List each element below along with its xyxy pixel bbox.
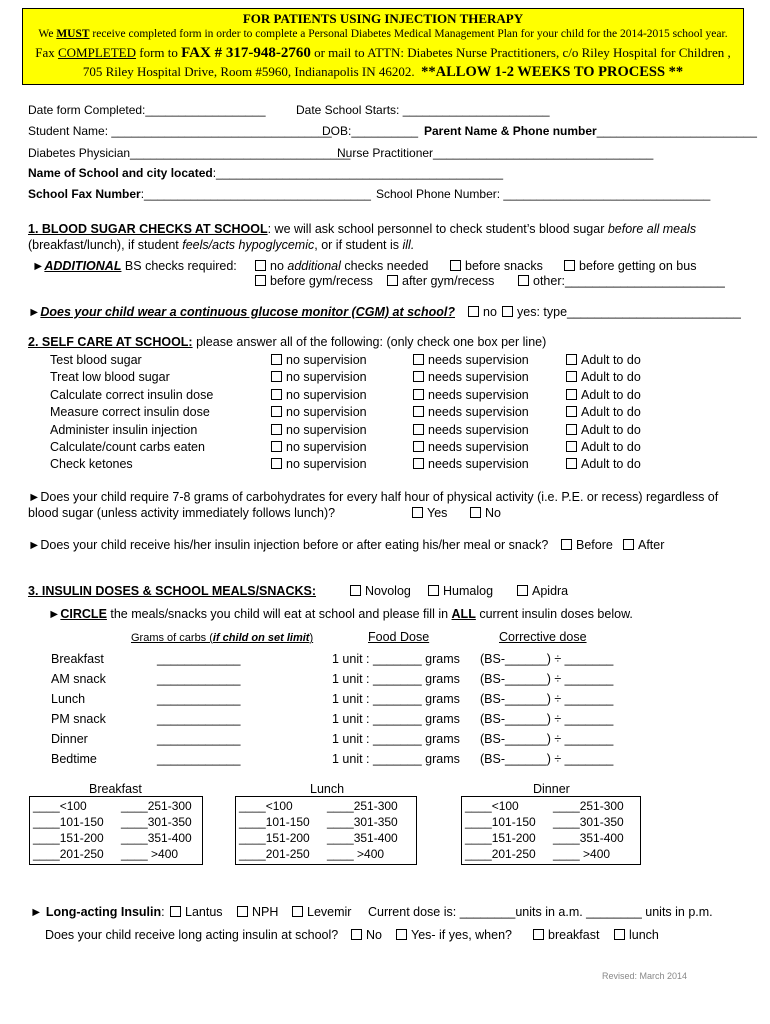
checkbox[interactable] <box>470 507 481 518</box>
long-acting-school-question: Does your child receive long acting insulin at school? <box>45 928 339 942</box>
cgm-yes[interactable]: yes: type_________________________ <box>502 305 741 319</box>
col-food-dose: Food Dose <box>368 630 430 644</box>
cgm-question: ►Does your child wear a continuous glucose monitor (CGM) at school? <box>28 305 455 319</box>
checkbox[interactable] <box>413 389 424 400</box>
bs-range-field[interactable]: ____351-400 <box>553 831 624 845</box>
bs-range-field[interactable]: ____151-200 <box>465 831 536 845</box>
long-acting-label: ► Long-acting Insulin: <box>30 905 165 919</box>
checkbox[interactable] <box>237 906 248 917</box>
self-care-task: Treat low blood sugar <box>50 370 170 385</box>
food-dose-field[interactable]: 1 unit : _______ grams <box>332 672 460 686</box>
checkbox[interactable] <box>413 424 424 435</box>
food-dose-field[interactable]: 1 unit : _______ grams <box>332 652 460 666</box>
timing-before[interactable]: Before <box>561 538 613 552</box>
opt-before-snacks[interactable]: before snacks <box>450 259 543 273</box>
opt-needs-supervision[interactable]: needs supervision <box>413 423 529 437</box>
bs-range-field[interactable]: ____ >400 <box>327 847 385 861</box>
banner-address-line: 705 Riley Hospital Drive, Room #5960, Indianapolis IN 46202. **ALLOW 1-2 WEEKS TO PROCESS ** <box>82 64 684 80</box>
checkbox[interactable] <box>170 906 181 917</box>
self-care-task: Calculate correct insulin dose <box>50 387 214 402</box>
dob-field[interactable]: DOB:__________ <box>322 124 419 138</box>
meal-name: AM snack <box>51 672 106 686</box>
checkbox[interactable] <box>566 371 577 382</box>
carb-activity-question: ►Does your child require 7-8 grams of carbohydrates for every half hour of physical activity (i.e. P.E. or recess) regardless of <box>28 490 719 504</box>
self-care-task: Check ketones <box>50 457 133 472</box>
bs-range-field[interactable]: ____101-150 <box>465 815 536 829</box>
la-no[interactable]: No <box>351 928 382 942</box>
opt-before-bus[interactable]: before getting on bus <box>564 259 696 273</box>
bs-range-field[interactable]: ____ >400 <box>553 847 611 861</box>
meal-name: PM snack <box>51 712 106 726</box>
section3-heading: 3. INSULIN DOSES & SCHOOL MEALS/SNACKS: <box>28 584 316 598</box>
meal-name: Breakfast <box>51 652 104 666</box>
corrective-dose-field[interactable]: (BS-______) ÷ _______ <box>480 732 614 746</box>
checkbox[interactable] <box>566 441 577 452</box>
carb-grams-field[interactable]: ____________ <box>157 712 241 726</box>
carb-grams-field[interactable]: ____________ <box>157 652 241 666</box>
opt-adult-to-do[interactable]: Adult to do <box>566 353 641 367</box>
checkbox[interactable] <box>564 260 575 271</box>
timing-after[interactable]: After <box>623 538 664 552</box>
opt-levemir[interactable]: Levemir <box>292 905 351 919</box>
meal-name: Bedtime <box>51 752 97 766</box>
food-dose-field[interactable]: 1 unit : _______ grams <box>332 752 460 766</box>
opt-humalog[interactable]: Humalog <box>428 584 493 598</box>
carb-grams-field[interactable]: ____________ <box>157 692 241 706</box>
checkbox[interactable] <box>517 585 528 596</box>
bs-range-field[interactable]: ____201-250 <box>239 847 310 861</box>
corrective-dose-field[interactable]: (BS-______) ÷ _______ <box>480 672 614 686</box>
arrow-icon: ► <box>32 259 45 273</box>
banner-must-line: We MUST receive completed form in order to complete a Personal Diabetes Medical Management Plan for your child for the 2014-2015 school year. <box>38 28 728 40</box>
bs-range-field[interactable]: ____101-150 <box>33 815 104 829</box>
bs-table-title: Dinner <box>533 782 570 796</box>
checkbox[interactable] <box>468 306 479 317</box>
food-dose-field[interactable]: 1 unit : _______ grams <box>332 712 460 726</box>
opt-needs-supervision[interactable]: needs supervision <box>413 457 529 471</box>
header-banner <box>22 8 744 85</box>
opt-needs-supervision[interactable]: needs supervision <box>413 370 529 384</box>
checkbox[interactable] <box>271 406 282 417</box>
arrow-icon: ► <box>28 305 41 319</box>
checkbox[interactable] <box>413 354 424 365</box>
checkbox[interactable] <box>271 458 282 469</box>
opt-no-supervision[interactable]: no supervision <box>271 405 367 419</box>
checkbox[interactable] <box>566 458 577 469</box>
corrective-dose-field[interactable]: (BS-______) ÷ _______ <box>480 712 614 726</box>
la-yes[interactable]: Yes- if yes, when? <box>396 928 512 942</box>
checkbox[interactable] <box>450 260 461 271</box>
checkbox[interactable] <box>396 929 407 940</box>
bs-range-field[interactable]: ____101-150 <box>239 815 310 829</box>
banner-fax-line: Fax COMPLETED form to FAX # 317-948-2760 or mail to ATTN: Diabetes Nurse Practitioners, c/o Riley Hospital for Children , <box>35 45 731 61</box>
col-grams-carbs: Grams of carbs (if child on set limit) <box>131 632 314 644</box>
bs-range-field[interactable]: ____201-250 <box>465 847 536 861</box>
bs-range-field[interactable]: ____151-200 <box>239 831 310 845</box>
opt-no-supervision[interactable]: no supervision <box>271 353 367 367</box>
carb-no[interactable]: No <box>470 506 501 520</box>
opt-needs-supervision[interactable]: needs supervision <box>413 353 529 367</box>
checkbox[interactable] <box>533 929 544 940</box>
bs-range-field[interactable]: ____ >400 <box>121 847 179 861</box>
bs-range-field[interactable]: ____301-350 <box>121 815 192 829</box>
section1-heading: 1. BLOOD SUGAR CHECKS AT SCHOOL: we will ask school personnel to check student’s blood sugar before all meals <box>28 222 697 236</box>
checkbox[interactable] <box>255 275 266 286</box>
checkbox[interactable] <box>413 441 424 452</box>
bs-range-field[interactable]: ____251-300 <box>327 799 398 813</box>
school-phone-field[interactable]: School Phone Number: _______________________________ <box>376 187 711 201</box>
carb-activity-question-2: blood sugar (unless activity immediately follows lunch)? <box>28 506 336 520</box>
food-dose-field[interactable]: 1 unit : _______ grams <box>332 692 460 706</box>
checkbox[interactable] <box>350 585 361 596</box>
opt-novolog[interactable]: Novolog <box>350 584 411 598</box>
checkbox[interactable] <box>271 389 282 400</box>
checkbox[interactable] <box>428 585 439 596</box>
bs-range-field[interactable]: ____<100 <box>239 799 293 813</box>
opt-needs-supervision[interactable]: needs supervision <box>413 388 529 402</box>
opt-adult-to-do[interactable]: Adult to do <box>566 388 641 402</box>
checkbox[interactable] <box>566 389 577 400</box>
checkbox[interactable] <box>561 539 572 550</box>
opt-other[interactable]: other:_______________________ <box>518 274 725 288</box>
la-breakfast[interactable]: breakfast <box>533 928 599 942</box>
bs-range-field[interactable]: ____201-250 <box>33 847 104 861</box>
self-care-task: Test blood sugar <box>50 353 142 367</box>
opt-no-supervision[interactable]: no supervision <box>271 457 367 471</box>
checkbox[interactable] <box>255 260 266 271</box>
carb-grams-field[interactable]: ____________ <box>157 732 241 746</box>
bs-range-field[interactable]: ____301-350 <box>553 815 624 829</box>
checkbox[interactable] <box>566 424 577 435</box>
bs-range-field[interactable]: ____301-350 <box>327 815 398 829</box>
arrow-icon: ► <box>48 607 61 621</box>
student-name-field[interactable]: Student Name: _________________________________ <box>28 124 332 138</box>
opt-no-supervision[interactable]: no supervision <box>271 370 367 384</box>
corrective-dose-field[interactable]: (BS-______) ÷ _______ <box>480 652 614 666</box>
cgm-no[interactable]: no <box>468 305 497 319</box>
opt-adult-to-do[interactable]: Adult to do <box>566 405 641 419</box>
checkbox[interactable] <box>413 458 424 469</box>
nurse-practitioner-field[interactable]: Nurse Practitioner_________________________________ <box>337 146 654 160</box>
bs-range-field[interactable]: ____<100 <box>465 799 519 813</box>
bs-range-field[interactable]: ____251-300 <box>553 799 624 813</box>
la-lunch[interactable]: lunch <box>614 928 659 942</box>
opt-before-gym[interactable]: before gym/recess <box>255 274 373 288</box>
opt-no-supervision[interactable]: no supervision <box>271 388 367 402</box>
checkbox[interactable] <box>413 406 424 417</box>
section1-text: (breakfast/lunch), if student feels/acts hypoglycemic, or if student is ill. <box>28 238 415 252</box>
checkbox[interactable] <box>412 507 423 518</box>
opt-no-supervision[interactable]: no supervision <box>271 440 367 454</box>
col-corrective-dose: Corrective dose <box>499 630 587 644</box>
opt-lantus[interactable]: Lantus <box>170 905 223 919</box>
opt-adult-to-do[interactable]: Adult to do <box>566 457 641 471</box>
carb-grams-field[interactable]: ____________ <box>157 752 241 766</box>
school-name-city-field[interactable]: Name of School and city located:___________________________________________ <box>28 166 504 180</box>
carb-yes[interactable]: Yes <box>412 506 447 520</box>
bs-range-field[interactable]: ____151-200 <box>33 831 104 845</box>
bs-range-field[interactable]: ____351-400 <box>327 831 398 845</box>
meal-name: Dinner <box>51 732 88 746</box>
diabetes-physician-field[interactable]: Diabetes Physician_________________________________ <box>28 146 351 160</box>
opt-needs-supervision[interactable]: needs supervision <box>413 405 529 419</box>
opt-nph[interactable]: NPH <box>237 905 278 919</box>
date-school-starts-field[interactable]: Date School Starts: ______________________ <box>296 103 550 117</box>
opt-apidra[interactable]: Apidra <box>517 584 568 598</box>
checkbox[interactable] <box>387 275 398 286</box>
checkbox[interactable] <box>566 354 577 365</box>
checkbox[interactable] <box>271 424 282 435</box>
checkbox[interactable] <box>566 406 577 417</box>
checkbox[interactable] <box>623 539 634 550</box>
opt-no-supervision[interactable]: no supervision <box>271 423 367 437</box>
opt-needs-supervision[interactable]: needs supervision <box>413 440 529 454</box>
checkbox[interactable] <box>351 929 362 940</box>
additional-bs-label: ►ADDITIONAL BS checks required: <box>32 259 237 273</box>
food-dose-field[interactable]: 1 unit : _______ grams <box>332 732 460 746</box>
form-title: FOR PATIENTS USING INJECTION THERAPY <box>242 11 524 26</box>
checkbox[interactable] <box>271 354 282 365</box>
bs-table-title: Breakfast <box>89 782 142 796</box>
corrective-dose-field[interactable]: (BS-______) ÷ _______ <box>480 752 614 766</box>
checkbox[interactable] <box>271 441 282 452</box>
opt-no-additional[interactable]: no additional checks needed <box>255 259 428 273</box>
checkbox[interactable] <box>292 906 303 917</box>
checkbox[interactable] <box>271 371 282 382</box>
date-completed-field[interactable]: Date form Completed:__________________ <box>28 103 266 117</box>
opt-after-gym[interactable]: after gym/recess <box>387 274 494 288</box>
corrective-dose-field[interactable]: (BS-______) ÷ _______ <box>480 692 614 706</box>
checkbox[interactable] <box>614 929 625 940</box>
arrow-icon: ► <box>30 905 46 919</box>
checkbox[interactable] <box>502 306 513 317</box>
opt-adult-to-do[interactable]: Adult to do <box>566 423 641 437</box>
section2-heading: 2. SELF CARE AT SCHOOL: please answer all of the following: (only check one box per line) <box>28 335 547 349</box>
bs-table-title: Lunch <box>310 782 345 796</box>
insulin-timing-question: ►Does your child receive his/her insulin injection before or after eating his/her meal or snack? <box>28 538 549 552</box>
current-dose-field[interactable]: Current dose is: ________units in a.m. ________ units in p.m. <box>368 905 713 919</box>
opt-adult-to-do[interactable]: Adult to do <box>566 440 641 454</box>
school-fax-field[interactable]: School Fax Number:__________________________________ <box>28 187 371 201</box>
revised-date: Revised: March 2014 <box>602 971 688 981</box>
meal-name: Lunch <box>51 692 86 706</box>
self-care-task: Measure correct insulin dose <box>50 405 210 420</box>
bs-range-field[interactable]: ____<100 <box>33 799 87 813</box>
carb-grams-field[interactable]: ____________ <box>157 672 241 686</box>
self-care-task: Calculate/count carbs eaten <box>50 440 205 454</box>
circle-instruction: ►CIRCLE the meals/snacks you child will eat at school and please fill in ALL current insulin doses below. <box>48 607 633 621</box>
checkbox[interactable] <box>413 371 424 382</box>
bs-range-field[interactable]: ____251-300 <box>121 799 192 813</box>
parent-name-phone-field[interactable]: Parent Name & Phone number________________________ <box>424 124 757 138</box>
checkbox[interactable] <box>518 275 529 286</box>
opt-adult-to-do[interactable]: Adult to do <box>566 370 641 384</box>
self-care-task: Administer insulin injection <box>50 422 198 437</box>
bs-range-field[interactable]: ____351-400 <box>121 831 192 845</box>
